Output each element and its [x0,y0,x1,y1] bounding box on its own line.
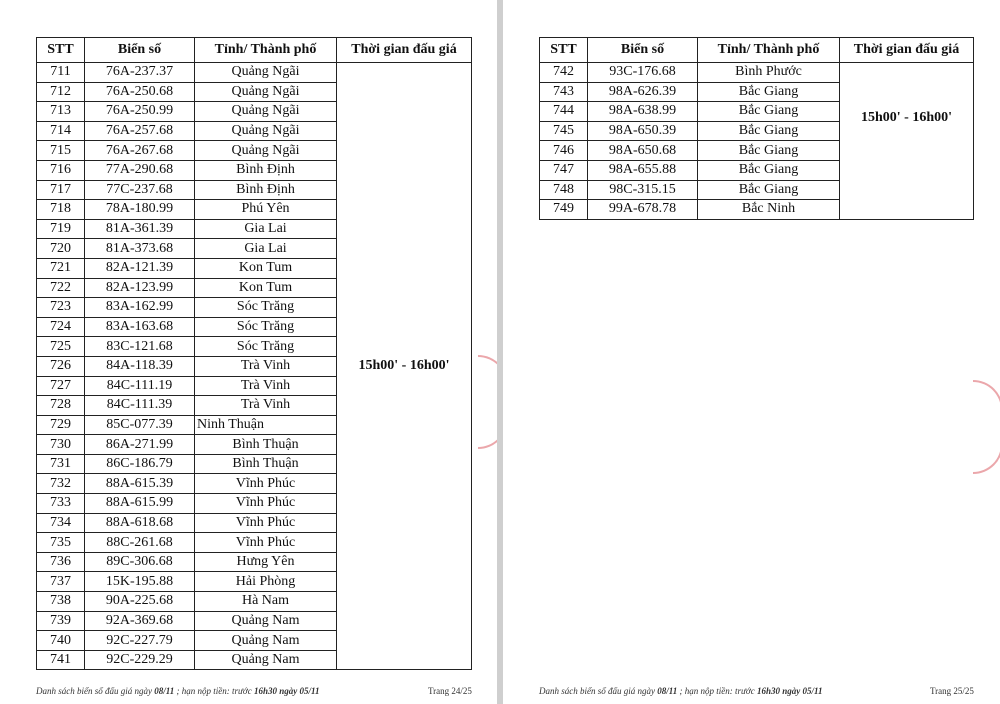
row-stt: 712 [37,82,85,102]
row-plate: 98A-655.88 [588,160,698,180]
row-province: Bình Định [195,180,337,200]
auction-table-left [36,37,472,670]
row-province: Quảng Ngãi [195,82,337,102]
row-stt: 730 [37,435,85,455]
row-province: Trà Vinh [195,356,337,376]
document-page-right [503,0,1000,704]
row-province: Sóc Trăng [195,337,337,357]
table-body-left [37,63,472,670]
row-stt: 714 [37,121,85,141]
row-stt: 717 [37,180,85,200]
row-province: Bắc Giang [698,141,840,161]
row-province: Gia Lai [195,219,337,239]
row-stt: 735 [37,533,85,553]
header-plate: Biển số [588,38,698,63]
row-stt: 748 [540,180,588,200]
red-stamp-fragment-left [478,355,497,449]
row-province: Quảng Ngãi [195,102,337,122]
row-province: Bình Thuận [195,454,337,474]
row-stt: 749 [540,200,588,220]
row-plate: 98A-650.39 [588,121,698,141]
row-plate: 86A-271.99 [85,435,195,455]
row-province: Trà Vinh [195,376,337,396]
row-stt: 736 [37,552,85,572]
row-province: Kon Tum [195,278,337,298]
row-plate: 76A-237.37 [85,63,195,83]
footer-date: 08/11 [154,686,175,696]
row-plate: 83C-121.68 [85,337,195,357]
row-plate: 76A-257.68 [85,121,195,141]
row-stt: 744 [540,102,588,122]
row-plate: 98A-638.99 [588,102,698,122]
row-plate: 88C-261.68 [85,533,195,553]
row-plate: 92C-229.29 [85,650,195,670]
footer-prefix: Danh sách biển số đấu giá ngày [539,686,658,696]
row-province: Hà Nam [195,592,337,612]
row-stt: 711 [37,63,85,83]
row-stt: 734 [37,513,85,533]
row-plate: 78A-180.99 [85,200,195,220]
row-plate: 88A-618.68 [85,513,195,533]
row-province: Quảng Nam [195,650,337,670]
row-plate: 83A-163.68 [85,317,195,337]
footer-prefix: Danh sách biển số đấu giá ngày [36,686,155,696]
row-province: Quảng Ngãi [195,141,337,161]
row-stt: 747 [540,160,588,180]
document-page-left [0,0,497,704]
row-province: Vĩnh Phúc [195,533,337,553]
row-plate: 84A-118.39 [85,356,195,376]
row-stt: 733 [37,494,85,514]
row-plate: 15K-195.88 [85,572,195,592]
row-stt: 724 [37,317,85,337]
table-body-right [540,63,974,220]
row-plate: 83A-162.99 [85,298,195,318]
row-province: Ninh Thuận [195,415,337,435]
page-footer-right [539,686,822,696]
table-row [540,63,974,83]
header-province: Tỉnh/ Thành phố [195,38,337,63]
row-plate: 99A-678.78 [588,200,698,220]
row-plate: 81A-373.68 [85,239,195,259]
row-province: Bắc Giang [698,160,840,180]
row-stt: 725 [37,337,85,357]
row-plate: 90A-225.68 [85,592,195,612]
row-stt: 746 [540,141,588,161]
row-stt: 729 [37,415,85,435]
header-province: Tỉnh/ Thành phố [698,38,840,63]
row-plate: 93C-176.68 [588,63,698,83]
header-time: Thời gian đấu giá [840,38,974,63]
row-province: Vĩnh Phúc [195,494,337,514]
footer-deadline: 16h30 ngày 05/11 [756,686,823,696]
row-plate: 85C-077.39 [85,415,195,435]
row-stt: 741 [37,650,85,670]
row-province: Quảng Ngãi [195,121,337,141]
row-stt: 739 [37,611,85,631]
table-header-row [37,38,472,63]
header-stt: STT [37,38,85,63]
row-province: Hải Phòng [195,572,337,592]
table-header-row [540,38,974,63]
row-province: Trà Vinh [195,396,337,416]
row-plate: 98A-650.68 [588,141,698,161]
row-province: Hưng Yên [195,552,337,572]
auction-table-right [539,37,974,220]
row-stt: 722 [37,278,85,298]
row-plate: 89C-306.68 [85,552,195,572]
row-stt: 731 [37,454,85,474]
red-stamp-fragment-right [973,380,1000,474]
row-stt: 720 [37,239,85,259]
row-province: Vĩnh Phúc [195,513,337,533]
row-stt: 732 [37,474,85,494]
row-province: Sóc Trăng [195,317,337,337]
footer-date: 08/11 [657,686,678,696]
footer-mid: ; hạn nộp tiền: trước [677,686,757,696]
row-stt: 738 [37,592,85,612]
row-stt: 715 [37,141,85,161]
row-plate: 84C-111.39 [85,396,195,416]
row-province: Bình Phước [698,63,840,83]
row-province: Bình Thuận [195,435,337,455]
header-time: Thời gian đấu giá [337,38,472,63]
row-stt: 727 [37,376,85,396]
row-stt: 719 [37,219,85,239]
row-plate: 77A-290.68 [85,160,195,180]
row-plate: 76A-250.99 [85,102,195,122]
footer-deadline: 16h30 ngày 05/11 [253,686,320,696]
row-plate: 88A-615.39 [85,474,195,494]
row-stt: 745 [540,121,588,141]
row-province: Gia Lai [195,239,337,259]
row-stt: 728 [37,396,85,416]
row-stt: 737 [37,572,85,592]
row-province: Vĩnh Phúc [195,474,337,494]
page-footer-left [36,686,319,696]
row-province: Sóc Trăng [195,298,337,318]
row-province: Bắc Giang [698,121,840,141]
row-plate: 98C-315.15 [588,180,698,200]
row-stt: 740 [37,631,85,651]
row-province: Bắc Giang [698,102,840,122]
row-stt: 713 [37,102,85,122]
table-row [37,63,472,83]
row-plate: 92C-227.79 [85,631,195,651]
row-plate: 82A-121.39 [85,258,195,278]
row-plate: 84C-111.19 [85,376,195,396]
row-plate: 76A-267.68 [85,141,195,161]
row-province: Bình Định [195,160,337,180]
row-stt: 716 [37,160,85,180]
page-number-right: Trang 25/25 [930,686,974,696]
row-stt: 718 [37,200,85,220]
header-plate: Biển số [85,38,195,63]
row-plate: 88A-615.99 [85,494,195,514]
page-number-left: Trang 24/25 [428,686,472,696]
auction-time-cell: 15h00' - 16h00' [337,63,472,670]
row-stt: 743 [540,82,588,102]
row-stt: 726 [37,356,85,376]
row-plate: 98A-626.39 [588,82,698,102]
row-province: Bắc Ninh [698,200,840,220]
row-plate: 92A-369.68 [85,611,195,631]
row-province: Bắc Giang [698,180,840,200]
row-province: Phú Yên [195,200,337,220]
row-plate: 77C-237.68 [85,180,195,200]
header-stt: STT [540,38,588,63]
footer-mid: ; hạn nộp tiền: trước [174,686,254,696]
row-plate: 81A-361.39 [85,219,195,239]
auction-time-cell: 15h00' - 16h00' [840,63,974,220]
row-plate: 86C-186.79 [85,454,195,474]
row-stt: 721 [37,258,85,278]
row-province: Quảng Nam [195,611,337,631]
row-province: Kon Tum [195,258,337,278]
row-stt: 723 [37,298,85,318]
row-plate: 82A-123.99 [85,278,195,298]
row-province: Quảng Nam [195,631,337,651]
row-province: Bắc Giang [698,82,840,102]
row-province: Quảng Ngãi [195,63,337,83]
row-stt: 742 [540,63,588,83]
row-plate: 76A-250.68 [85,82,195,102]
